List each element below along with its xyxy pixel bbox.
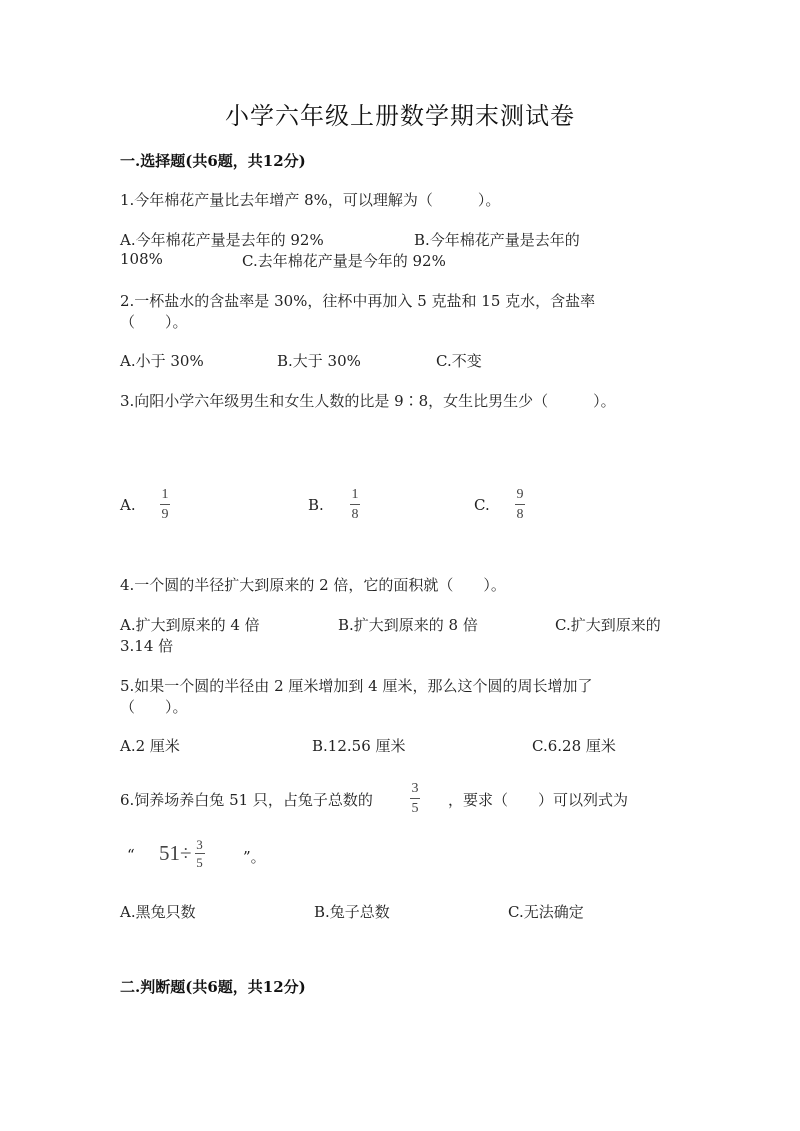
question-2-option-c: C.不变 — [436, 352, 482, 370]
question-3-option-c-label: C. — [474, 496, 490, 514]
fraction-bar — [160, 504, 170, 505]
expression-dividend: 51÷ — [159, 841, 192, 865]
question-5-option-a: A.2 厘米 — [120, 737, 180, 755]
fraction-numerator: 3 — [411, 781, 419, 796]
question-1-option-a: A.今年棉花产量是去年的 92% — [120, 231, 324, 249]
page-title: 小学六年级上册数学期末测试卷 — [225, 102, 575, 130]
question-6-option-b: B.兔子总数 — [314, 903, 390, 921]
question-5-stem: 5.如果一个圆的半径由 2 厘米增加到 4 厘米，那么这个圆的周长增加了 — [120, 677, 593, 695]
section-heading-true-false: 二.判断题(共6题，共12分) — [120, 978, 306, 996]
fraction-bar — [410, 798, 420, 799]
question-2-stem: 2.一杯盐水的含盐率是 30%，往杯中再加入 5 克盐和 15 克水，含盐率 — [120, 292, 596, 310]
fraction-denominator: 8 — [351, 507, 359, 522]
fraction-numerator: 1 — [351, 487, 359, 502]
question-5-stem-continued: （ ）。 — [120, 698, 188, 716]
question-6-stem-fraction — [410, 781, 420, 816]
fraction-denominator: 5 — [411, 801, 419, 816]
question-4-option-c: C.扩大到原来的 — [555, 616, 661, 634]
question-2-option-a: A.小于 30% — [120, 352, 204, 370]
question-4-stem: 4.一个圆的半径扩大到原来的 2 倍，它的面积就（ ）。 — [120, 576, 506, 594]
question-2-option-b: B.大于 30% — [277, 352, 361, 370]
fraction-bar — [350, 504, 360, 505]
question-6-expression — [159, 838, 205, 869]
question-4-option-b: B.扩大到原来的 8 倍 — [338, 616, 478, 634]
question-5-option-b: B.12.56 厘米 — [312, 737, 406, 755]
question-1-option-b: B.今年棉花产量是去年的 — [414, 231, 580, 249]
fraction-bar — [515, 504, 525, 505]
question-4-option-a: A.扩大到原来的 4 倍 — [120, 616, 260, 634]
question-6-quote-close: ”。 — [243, 848, 266, 866]
question-3-option-a-label: A. — [120, 496, 136, 514]
question-3-option-b-fraction — [350, 487, 360, 522]
question-6-option-c: C.无法确定 — [508, 903, 584, 921]
question-6-option-a: A.黑兔只数 — [120, 903, 196, 921]
question-1-option-b-continued: 108% — [120, 250, 163, 268]
question-5-option-c: C.6.28 厘米 — [532, 737, 616, 755]
question-3-stem: 3.向阳小学六年级男生和女生人数的比是 9∶8，女生比男生少（ ）。 — [120, 392, 616, 410]
expression-fraction — [195, 838, 205, 869]
fraction-numerator: 3 — [196, 837, 203, 852]
section-heading-choice: 一.选择题(共6题，共12分) — [120, 152, 306, 170]
fraction-denominator: 5 — [196, 855, 203, 870]
question-3-option-a-fraction — [160, 487, 170, 522]
question-6-quote-open: “ — [127, 846, 135, 864]
question-6-stem-part2: ，要求（ ）可以列式为 — [448, 791, 629, 809]
question-6-stem-part1: 6.饲养场养白兔 51 只，占兔子总数的 — [120, 791, 373, 809]
question-1-stem: 1.今年棉花产量比去年增产 8%，可以理解为（ ）。 — [120, 191, 501, 209]
fraction-bar — [195, 853, 205, 854]
fraction-denominator: 9 — [161, 507, 169, 522]
question-3-option-c-fraction — [515, 487, 525, 522]
fraction-denominator: 8 — [516, 507, 524, 522]
question-3-option-b-label: B. — [308, 496, 324, 514]
question-4-option-c-continued: 3.14 倍 — [120, 637, 174, 655]
question-1-option-c: C.去年棉花产量是今年的 92% — [242, 252, 446, 270]
fraction-numerator: 9 — [516, 487, 524, 502]
question-2-stem-continued: （ ）。 — [120, 313, 188, 331]
fraction-numerator: 1 — [161, 487, 169, 502]
